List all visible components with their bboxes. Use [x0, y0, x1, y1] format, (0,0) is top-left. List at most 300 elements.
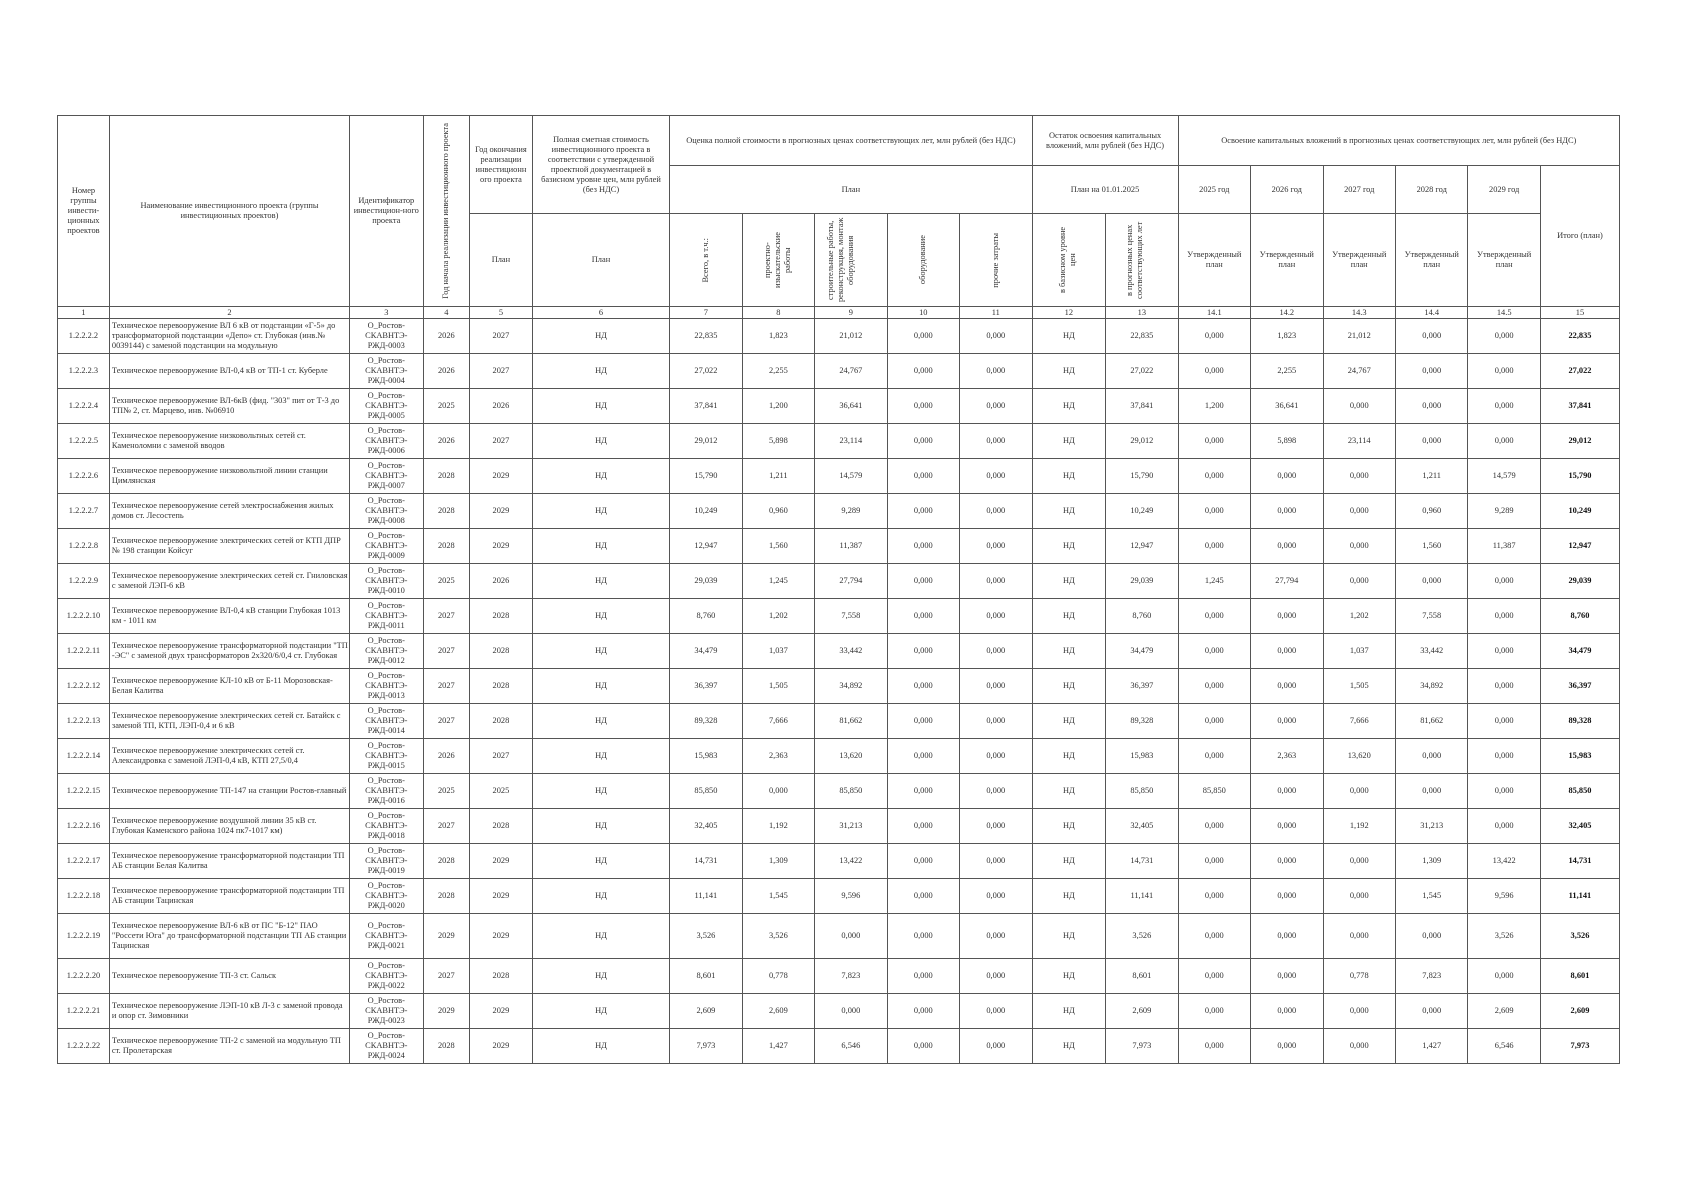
table-cell: 34,892 [815, 669, 887, 704]
header-forecast-prices [1106, 214, 1178, 307]
header-y2028: 2028 год [1395, 166, 1467, 214]
table-cell: 0,000 [887, 319, 959, 354]
table-cell: 0,000 [1251, 634, 1323, 669]
table-cell: 1,309 [742, 844, 814, 879]
table-cell: O_Ростов-СКАВНТЭ-РЖД-0003 [350, 319, 424, 354]
project-name-cell: Техническое перевооружение ВЛ-0,4 кВ станции Глубокая 1013 км - 1011 км [109, 599, 349, 634]
table-cell: 32,405 [670, 809, 742, 844]
table-row [58, 914, 1620, 959]
project-name-cell: Техническое перевооружение ВЛ-0,4 кВ от ТП-1 ст. Куберле [109, 354, 349, 389]
table-cell: 0,000 [960, 354, 1033, 389]
table-cell: 0,000 [887, 959, 959, 994]
table-cell: 1,505 [1323, 669, 1395, 704]
table-row [58, 959, 1620, 994]
table-cell: 36,641 [815, 389, 887, 424]
header-approved-5: Утвержденный план [1468, 214, 1540, 307]
column-number: 9 [815, 307, 887, 319]
column-number: 7 [670, 307, 742, 319]
header-year-start-text: Год начала реализации инвестиционного проекта [441, 123, 451, 299]
header-plan-col5: План [470, 214, 533, 307]
project-name-cell: Техническое перевооружение электрических сетей ст. Батайск с заменой ТП, КТП, ЛЭП-0,4 и 6 кВ [109, 704, 349, 739]
table-cell: 0,000 [1468, 774, 1540, 809]
table-cell: 1.2.2.2.6 [58, 459, 110, 494]
total-cell: 29,012 [1540, 424, 1619, 459]
table-cell: 1.2.2.2.2 [58, 319, 110, 354]
table-cell: 0,000 [960, 319, 1033, 354]
table-cell: 7,823 [1395, 959, 1467, 994]
table-cell: 2029 [470, 914, 533, 959]
table-cell: 34,479 [670, 634, 742, 669]
table-cell: 11,141 [1106, 879, 1178, 914]
table-cell: 10,249 [670, 494, 742, 529]
table-row [58, 704, 1620, 739]
header-year-end: Год окончания реализации инвестиционн ого проекта [470, 116, 533, 214]
total-cell: 10,249 [1540, 494, 1619, 529]
header-equipment [887, 214, 959, 307]
column-number: 11 [960, 307, 1033, 319]
table-cell: 21,012 [1323, 319, 1395, 354]
table-cell: НД [1032, 774, 1106, 809]
column-number: 10 [887, 307, 959, 319]
table-cell: 0,000 [960, 809, 1033, 844]
table-cell: 1.2.2.2.20 [58, 959, 110, 994]
table-cell: 14,731 [1106, 844, 1178, 879]
table-cell: 2027 [423, 809, 470, 844]
table-cell: 1,037 [742, 634, 814, 669]
table-cell: 5,898 [742, 424, 814, 459]
table-cell: 37,841 [1106, 389, 1178, 424]
project-name-cell: Техническое перевооружение ВЛ 6 кВ от подстанции «Г-5» до трансформаторной подстанции «Депо» ст. Глубокая (инв.№ 0039144) с заменой подстанции на модульную [109, 319, 349, 354]
table-cell: 1.2.2.2.12 [58, 669, 110, 704]
project-name-cell: Техническое перевооружение низковольтной линии станции Цимлянская [109, 459, 349, 494]
table-cell: 0,000 [1395, 424, 1467, 459]
header-y2026: 2026 год [1251, 166, 1323, 214]
table-cell: 0,000 [887, 879, 959, 914]
table-cell: 2027 [470, 354, 533, 389]
table-cell: 0,000 [815, 914, 887, 959]
table-cell: 1.2.2.2.21 [58, 994, 110, 1029]
column-number: 13 [1106, 307, 1178, 319]
table-cell: 1,200 [742, 389, 814, 424]
table-cell: 0,000 [887, 389, 959, 424]
table-cell: 0,000 [887, 994, 959, 1029]
table-cell: 2027 [470, 319, 533, 354]
table-cell: НД [1032, 809, 1106, 844]
total-cell: 8,601 [1540, 959, 1619, 994]
table-cell: 31,213 [815, 809, 887, 844]
table-cell: 0,000 [960, 914, 1033, 959]
table-cell: 2,609 [742, 994, 814, 1029]
header-total-incl [670, 214, 742, 307]
table-cell: 0,000 [960, 994, 1033, 1029]
table-cell: НД [1032, 424, 1106, 459]
column-number: 12 [1032, 307, 1106, 319]
table-cell: 2027 [423, 599, 470, 634]
table-cell: 2026 [423, 319, 470, 354]
header-design [742, 214, 814, 307]
table-cell: 2,609 [670, 994, 742, 1029]
table-cell: НД [532, 739, 669, 774]
table-cell: 2,255 [1251, 354, 1323, 389]
table-cell: 0,000 [1323, 529, 1395, 564]
table-cell: 0,000 [1468, 319, 1540, 354]
table-row [58, 844, 1620, 879]
table-cell: 0,000 [1251, 1029, 1323, 1064]
table-cell: НД [532, 634, 669, 669]
table-cell: 0,000 [1251, 459, 1323, 494]
table-cell: 13,422 [1468, 844, 1540, 879]
project-name-cell: Техническое перевооружение трансформаторной подстанции ТП АБ станции Тацинская [109, 879, 349, 914]
table-cell: 0,000 [960, 564, 1033, 599]
total-cell: 2,609 [1540, 994, 1619, 1029]
table-cell: НД [1032, 844, 1106, 879]
table-cell: 15,790 [1106, 459, 1178, 494]
table-cell: 15,983 [670, 739, 742, 774]
table-cell: 29,012 [1106, 424, 1178, 459]
table-cell: 0,000 [1468, 389, 1540, 424]
table-cell: 13,422 [815, 844, 887, 879]
investment-table [57, 115, 1620, 1064]
table-row [58, 669, 1620, 704]
table-cell: 2028 [423, 459, 470, 494]
table-cell: 0,000 [960, 774, 1033, 809]
table-cell: 0,000 [887, 774, 959, 809]
table-cell: 0,000 [960, 634, 1033, 669]
table-cell: 0,960 [1395, 494, 1467, 529]
table-cell: 0,000 [1468, 809, 1540, 844]
table-cell: НД [1032, 1029, 1106, 1064]
table-cell: НД [1032, 914, 1106, 959]
project-name-cell: Техническое перевооружение электрических сетей от КТП ДПР № 198 станции Койсуг [109, 529, 349, 564]
total-cell: 14,731 [1540, 844, 1619, 879]
header-mastering: Освоение капитальных вложений в прогнозных ценах соответствующих лет, млн рублей (без НДС) [1178, 116, 1619, 166]
table-cell: НД [1032, 959, 1106, 994]
table-cell: 0,000 [887, 494, 959, 529]
header-approved-2: Утвержденный план [1251, 214, 1323, 307]
table-cell: 0,000 [1251, 959, 1323, 994]
header-full-cost: Полная сметная стоимость инвестиционного проекта в соответствии с утвержденной проектной документацией в базисном уровне цен, млн рублей (без НДС) [532, 116, 669, 214]
table-cell: 0,000 [1395, 739, 1467, 774]
table-cell: НД [1032, 994, 1106, 1029]
table-cell: 29,039 [670, 564, 742, 599]
table-cell: 15,983 [1106, 739, 1178, 774]
table-cell: 0,000 [1323, 914, 1395, 959]
total-cell: 15,983 [1540, 739, 1619, 774]
table-cell: 1,202 [742, 599, 814, 634]
header-base-prices-text: в базисном уровне цен [1057, 226, 1077, 294]
project-name-cell: Техническое перевооружение ЛЭП-10 кВ Л-3 с заменой провода и опор ст. Зимовники [109, 994, 349, 1029]
table-cell: 0,000 [960, 704, 1033, 739]
table-cell: 2,609 [1468, 994, 1540, 1029]
table-cell: НД [1032, 354, 1106, 389]
table-cell: 0,000 [1323, 994, 1395, 1029]
table-cell: 2,363 [742, 739, 814, 774]
table-cell: 8,760 [1106, 599, 1178, 634]
table-cell: 0,778 [742, 959, 814, 994]
table-cell: 2028 [423, 529, 470, 564]
table-cell: O_Ростов-СКАВНТЭ-РЖД-0023 [350, 994, 424, 1029]
table-cell: O_Ростов-СКАВНТЭ-РЖД-0008 [350, 494, 424, 529]
table-cell: 2028 [470, 634, 533, 669]
project-name-cell: Техническое перевооружение ТП-3 ст. Сальск [109, 959, 349, 994]
table-cell: 0,000 [1178, 914, 1250, 959]
table-cell: O_Ростов-СКАВНТЭ-РЖД-0007 [350, 459, 424, 494]
column-number: 1 [58, 307, 110, 319]
table-cell: 2028 [470, 809, 533, 844]
table-cell: 3,526 [1106, 914, 1178, 959]
table-cell: 1,309 [1395, 844, 1467, 879]
table-cell: 2,363 [1251, 739, 1323, 774]
table-cell: 0,000 [960, 389, 1033, 424]
table-cell: НД [1032, 389, 1106, 424]
table-cell: 14,731 [670, 844, 742, 879]
total-cell: 12,947 [1540, 529, 1619, 564]
total-cell: 11,141 [1540, 879, 1619, 914]
header-construction [815, 214, 887, 307]
total-cell: 3,526 [1540, 914, 1619, 959]
header-approved-1: Утвержденный план [1178, 214, 1250, 307]
table-cell: 24,767 [1323, 354, 1395, 389]
table-cell: 7,666 [742, 704, 814, 739]
table-cell: 1.2.2.2.4 [58, 389, 110, 424]
table-cell: 37,841 [670, 389, 742, 424]
header-remaining: Остаток освоения капитальных вложений, млн рублей (без НДС) [1032, 116, 1178, 166]
table-cell: 1,505 [742, 669, 814, 704]
table-cell: 10,249 [1106, 494, 1178, 529]
table-cell: 0,000 [1323, 564, 1395, 599]
table-row [58, 459, 1620, 494]
table-cell: 0,000 [1395, 994, 1467, 1029]
column-number: 4 [423, 307, 470, 319]
table-cell: 1,560 [1395, 529, 1467, 564]
table-cell: 0,000 [887, 424, 959, 459]
table-cell: 2027 [423, 959, 470, 994]
column-number: 3 [350, 307, 424, 319]
table-cell: 0,000 [1395, 319, 1467, 354]
table-cell: НД [532, 669, 669, 704]
header-total-plan: Итого (план) [1540, 166, 1619, 307]
table-cell: 89,328 [670, 704, 742, 739]
table-cell: НД [532, 319, 669, 354]
table-row [58, 494, 1620, 529]
table-cell: 2029 [470, 494, 533, 529]
table-cell: 5,898 [1251, 424, 1323, 459]
table-cell: 0,000 [1468, 739, 1540, 774]
table-cell: 6,546 [815, 1029, 887, 1064]
table-cell: 2028 [470, 959, 533, 994]
table-cell: 2,609 [1106, 994, 1178, 1029]
table-cell: 7,973 [670, 1029, 742, 1064]
table-cell: 1,037 [1323, 634, 1395, 669]
table-cell: O_Ростов-СКАВНТЭ-РЖД-0010 [350, 564, 424, 599]
table-cell: НД [532, 1029, 669, 1064]
table-cell: 1,211 [742, 459, 814, 494]
table-cell: НД [532, 354, 669, 389]
table-cell: 7,823 [815, 959, 887, 994]
table-cell: 27,022 [1106, 354, 1178, 389]
project-name-cell: Техническое перевооружение электрических сетей ст. Гниловская с заменой ЛЭП-6 кВ [109, 564, 349, 599]
table-cell: 0,000 [887, 634, 959, 669]
table-cell: 0,000 [1251, 994, 1323, 1029]
table-cell: 29,039 [1106, 564, 1178, 599]
table-cell: 0,000 [960, 424, 1033, 459]
project-name-cell: Техническое перевооружение ТП-2 с заменой на модульную ТП ст. Пролетарская [109, 1029, 349, 1064]
table-cell: 24,767 [815, 354, 887, 389]
table-cell: 7,558 [815, 599, 887, 634]
total-cell: 15,790 [1540, 459, 1619, 494]
table-cell: 9,289 [1468, 494, 1540, 529]
table-cell: 13,620 [1323, 739, 1395, 774]
table-cell: 2028 [470, 599, 533, 634]
project-name-cell: Техническое перевооружение электрических сетей ст. Александровка с заменой ЛЭП-0,4 кВ, КТП 27,5/0,4 [109, 739, 349, 774]
table-cell: 0,000 [887, 914, 959, 959]
table-cell: 0,000 [1178, 354, 1250, 389]
table-cell: 8,601 [670, 959, 742, 994]
table-cell: 0,000 [960, 1029, 1033, 1064]
table-cell: 0,000 [1323, 844, 1395, 879]
table-cell: 0,000 [887, 844, 959, 879]
header-approved-4: Утвержденный план [1395, 214, 1467, 307]
table-cell: 13,620 [815, 739, 887, 774]
total-cell: 22,835 [1540, 319, 1619, 354]
table-cell: 0,000 [1178, 424, 1250, 459]
table-cell: 81,662 [1395, 704, 1467, 739]
table-cell: НД [532, 389, 669, 424]
table-cell: 0,000 [1178, 459, 1250, 494]
table-cell: 0,000 [887, 529, 959, 564]
table-cell: 2028 [470, 669, 533, 704]
table-cell: 2025 [423, 564, 470, 599]
table-cell: 0,000 [1178, 529, 1250, 564]
header-construction-text: строительные работы, реконструкция, монтаж оборудования [825, 217, 855, 303]
table-row [58, 599, 1620, 634]
table-cell: 22,835 [1106, 319, 1178, 354]
table-cell: O_Ростов-СКАВНТЭ-РЖД-0014 [350, 704, 424, 739]
table-cell: 0,000 [960, 844, 1033, 879]
table-cell: 0,000 [1395, 389, 1467, 424]
table-cell: O_Ростов-СКАВНТЭ-РЖД-0022 [350, 959, 424, 994]
table-cell: 2026 [470, 389, 533, 424]
total-cell: 7,973 [1540, 1029, 1619, 1064]
table-cell: 0,000 [1251, 914, 1323, 959]
table-cell: 1,211 [1395, 459, 1467, 494]
table-cell: 0,000 [1323, 389, 1395, 424]
table-cell: 0,000 [960, 959, 1033, 994]
project-name-cell: Техническое перевооружение трансформаторной подстанции "ТП -ЭС" с заменой двух трансформаторов 2х320/6/0,4 ст. Глубокая [109, 634, 349, 669]
table-cell: O_Ростов-СКАВНТЭ-РЖД-0021 [350, 914, 424, 959]
table-row [58, 564, 1620, 599]
table-cell: 81,662 [815, 704, 887, 739]
project-name-cell: Техническое перевооружение ТП-147 на станции Ростов-главный [109, 774, 349, 809]
table-cell: 0,000 [1178, 599, 1250, 634]
table-cell: 0,000 [887, 564, 959, 599]
table-cell: 21,012 [815, 319, 887, 354]
table-cell: O_Ростов-СКАВНТЭ-РЖД-0015 [350, 739, 424, 774]
table-cell: 2025 [423, 389, 470, 424]
table-cell: 15,790 [670, 459, 742, 494]
table-cell: 0,000 [1178, 704, 1250, 739]
table-cell: O_Ростов-СКАВНТЭ-РЖД-0024 [350, 1029, 424, 1064]
table-cell: 31,213 [1395, 809, 1467, 844]
table-row [58, 809, 1620, 844]
table-cell: O_Ростов-СКАВНТЭ-РЖД-0019 [350, 844, 424, 879]
table-cell: 1.2.2.2.14 [58, 739, 110, 774]
table-cell: 0,000 [1251, 494, 1323, 529]
table-cell: 1.2.2.2.18 [58, 879, 110, 914]
table-cell: 2026 [423, 739, 470, 774]
table-cell: 0,000 [1468, 424, 1540, 459]
table-cell: 0,000 [815, 994, 887, 1029]
table-cell: 0,000 [1251, 774, 1323, 809]
table-cell: НД [532, 809, 669, 844]
table-cell: 0,000 [887, 459, 959, 494]
table-cell: O_Ростов-СКАВНТЭ-РЖД-0005 [350, 389, 424, 424]
total-cell: 29,039 [1540, 564, 1619, 599]
table-cell: 0,000 [960, 599, 1033, 634]
table-cell: 1,192 [1323, 809, 1395, 844]
table-cell: НД [532, 994, 669, 1029]
column-number-row [58, 307, 1620, 319]
table-cell: НД [532, 704, 669, 739]
table-cell: 34,892 [1395, 669, 1467, 704]
table-cell: 2026 [423, 424, 470, 459]
table-cell: 1,545 [1395, 879, 1467, 914]
table-cell: 89,328 [1106, 704, 1178, 739]
table-cell: 0,000 [887, 739, 959, 774]
table-cell: 36,397 [670, 669, 742, 704]
header-design-text: проектно-изыскательские работы [763, 232, 793, 288]
table-row [58, 319, 1620, 354]
table-cell: НД [532, 529, 669, 564]
table-cell: 9,289 [815, 494, 887, 529]
table-cell: НД [532, 774, 669, 809]
table-row [58, 879, 1620, 914]
table-cell: НД [532, 844, 669, 879]
table-cell: 0,000 [887, 809, 959, 844]
header-plan-col6: План [532, 214, 669, 307]
table-cell: 2029 [470, 994, 533, 1029]
table-cell: 0,000 [1323, 774, 1395, 809]
table-cell: 2026 [423, 354, 470, 389]
table-cell: 2027 [423, 704, 470, 739]
table-cell: 27,022 [670, 354, 742, 389]
table-cell: 29,012 [670, 424, 742, 459]
total-cell: 37,841 [1540, 389, 1619, 424]
table-cell: 3,526 [742, 914, 814, 959]
table-cell: 0,000 [1468, 599, 1540, 634]
table-cell: 36,641 [1251, 389, 1323, 424]
table-cell: 85,850 [1106, 774, 1178, 809]
table-cell: 2029 [470, 844, 533, 879]
project-name-cell: Техническое перевооружение трансформаторной подстанции ТП АБ станции Белая Калитва [109, 844, 349, 879]
project-name-cell: Техническое перевооружение КЛ-10 кВ от Б-11 Морозовская-Белая Калитва [109, 669, 349, 704]
table-cell: 27,794 [815, 564, 887, 599]
table-cell: НД [532, 564, 669, 599]
table-row [58, 529, 1620, 564]
table-row [58, 634, 1620, 669]
table-cell: 27,794 [1251, 564, 1323, 599]
table-cell: O_Ростов-СКАВНТЭ-РЖД-0009 [350, 529, 424, 564]
table-cell: O_Ростов-СКАВНТЭ-РЖД-0018 [350, 809, 424, 844]
table-cell: 11,141 [670, 879, 742, 914]
table-cell: 2025 [470, 774, 533, 809]
header-y2027: 2027 год [1323, 166, 1395, 214]
header-identifier: Идентификатор инвестицион-ного проекта [350, 116, 424, 307]
table-cell: 14,579 [815, 459, 887, 494]
table-cell: 1.2.2.2.10 [58, 599, 110, 634]
total-cell: 27,022 [1540, 354, 1619, 389]
table-cell: НД [1032, 704, 1106, 739]
